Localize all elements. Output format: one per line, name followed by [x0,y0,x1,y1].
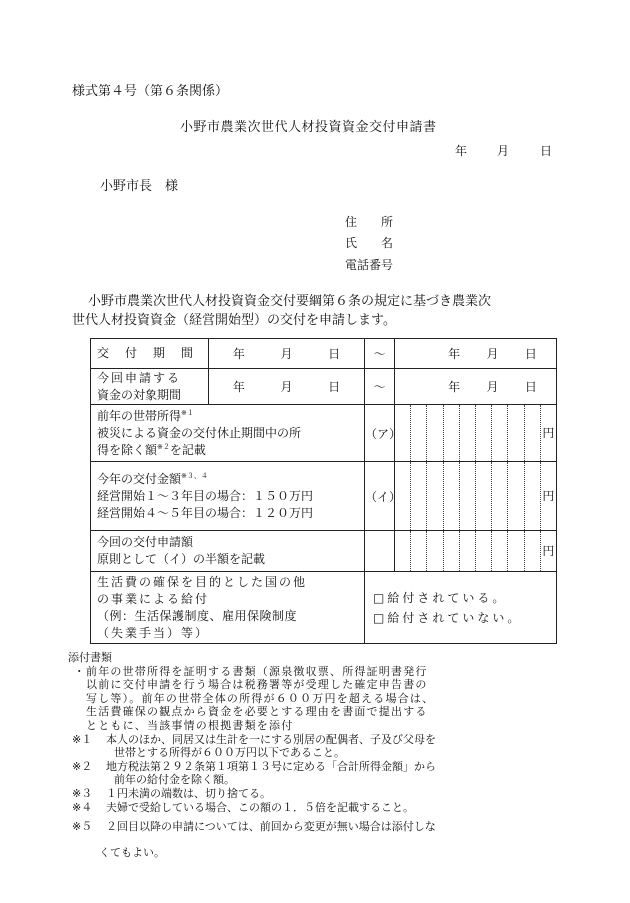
note-3-mark: ※３ [72,786,93,800]
month-label: 月 [486,380,499,394]
note-1-mark: ※１ [72,732,93,746]
current-amount-line-3: 経営開始４～５年目の場合：１２０万円 [97,505,314,520]
other-benefit-label [91,572,365,644]
form-number: 様式第４号（第６条関係） [72,84,229,99]
previous-income-line-2: 被災による資金の交付休止期間中の所 [97,425,302,440]
intro-text-line-1: 小野市農業次世代人材投資資金交付要綱第６条の規定に基づき農業次 [88,294,492,309]
previous-income-line-1: 前年の世帯所得 [97,408,182,423]
previous-income-row [91,405,557,462]
request-amount-line-2: 原則として（イ）の半額を記載 [97,552,266,566]
yen-unit: 円 [542,489,555,503]
notes-heading: 添付書類 [68,651,112,664]
range-tilde: ～ [365,339,395,369]
note-2 [72,760,572,787]
note-5-mark: ※５ [72,820,93,834]
day-label: 日 [328,380,341,394]
applicant-name-label: 氏 名 [345,236,394,250]
note-2-line-2: 前年の給付金を除く額。 [114,773,235,787]
date-year-label: 年 [455,144,468,158]
current-amount-row [91,462,557,531]
intro-text-line-2: 世代人材投資資金（経営開始型）の交付を申請します。 [72,313,396,328]
application-table [90,338,557,644]
note-ref-1: ※１ [181,408,194,417]
note-5 [72,820,572,859]
other-benefit-line-4: （失業手当）等） [97,625,210,640]
note-1-line-2: 世帯とする所得が６００万円以下であること。 [114,746,345,760]
current-amount-label [91,462,365,531]
note-bullet-line-1: 前年の世帯所得を証明する書類（源泉徴収票、所得証明書発行 [86,664,428,678]
day-label: 日 [524,380,537,394]
note-ref-3-4: ※３、４ [181,471,208,480]
previous-income-line-3-tail: を記載 [169,442,206,457]
note-bullet-line-3: 写し等）。前年の世帯全体の所得が６００万円を超える場合は、 [86,691,435,705]
previous-income-label [91,405,365,462]
date-day-label: 日 [540,144,553,158]
note-5-line-2: くてもよい。 [99,845,165,859]
month-label: 月 [280,347,293,361]
yen-unit: 円 [542,544,555,558]
target-period-row [91,369,557,405]
previous-income-line-3: 得を除く額 [97,442,158,457]
attachment-notes [68,651,572,859]
range-tilde: ～ [365,369,395,405]
yen-unit: 円 [542,426,555,440]
applicant-phone-label: 電話番号 [345,258,394,272]
other-benefit-row [91,572,557,644]
note-2-mark: ※２ [72,759,93,773]
document-title: 小野市農業次世代人材投資資金交付申請書 [180,120,437,135]
target-period-label-line-2: 資金の対象期間 [97,387,182,402]
note-4-mark: ※４ [72,800,93,814]
grant-period-row [91,339,557,369]
note-1 [72,733,572,760]
year-label: 年 [232,347,245,361]
current-amount-line-1: 今年の交付金額 [97,471,182,486]
other-benefit-line-2: の事業による給付 [97,591,210,606]
month-label: 月 [486,347,499,361]
request-amount-field[interactable] [395,531,557,572]
checkbox-benefit-received[interactable]: □給付されている。 [373,590,508,605]
grant-period-label: 交 付 期 間 [91,339,209,369]
bullet-mark: ・ [73,664,86,678]
note-4-line-1: 夫婦で受給している場合、この額の１．５倍を記載すること。 [106,800,414,814]
day-label: 日 [328,347,341,361]
mark-i: （イ） [365,462,395,531]
date-month-label: 月 [497,144,510,158]
note-ref-2: ※２ [157,442,170,451]
other-benefit-line-1: 生活費の確保を目的とした国の他 [97,574,308,589]
grant-period-end[interactable] [395,339,557,369]
request-amount-row [91,531,557,572]
current-amount-line-2: 経営開始１～３年目の場合：１５０万円 [97,488,314,503]
target-period-start[interactable] [209,369,365,405]
note-5-line-1: ２回目以降の申請については、前回から変更が無い場合は添付しな [106,820,436,834]
target-period-end[interactable] [395,369,557,405]
note-bullet [72,665,572,733]
request-amount-mark-cell [365,531,395,572]
addressee: 小野市長 様 [100,179,179,194]
benefit-checkboxes [365,572,557,644]
note-2-line-1: 地方税法第２９２条第１項第１３号に定める「合計所得金額」から [106,759,436,773]
note-bullet-line-2: 以前に交付申請を行う場合は税務署等が受理した確定申告書の [86,678,428,692]
note-4 [72,801,572,815]
note-1-line-1: 本人のほか、同居又は生計を一にする別居の配偶者、子及び父母を [106,732,436,746]
note-3-line-1: １円未満の端数は、切り捨てる。 [106,786,271,800]
previous-income-amount-field[interactable] [395,405,557,462]
note-bullet-line-5: とともに、当該事情の根拠書類を添付 [86,718,294,732]
year-label: 年 [448,380,461,394]
current-amount-field[interactable] [395,462,557,531]
day-label: 日 [524,347,537,361]
checkbox-benefit-not-received[interactable]: □給付されていない。 [373,610,523,625]
grant-period-start[interactable] [209,339,365,369]
target-period-label-line-1: 今回申請する [97,370,182,385]
year-label: 年 [232,380,245,394]
mark-a: （ア） [365,405,395,462]
month-label: 月 [280,380,293,394]
other-benefit-line-3: （例：生活保護制度、雇用保険制度 [97,608,298,623]
note-bullet-line-4: 生活費確保の観点から資金を必要とする理由を書面で提出する [86,705,428,719]
target-period-label [91,369,209,405]
year-label: 年 [448,347,461,361]
applicant-address-label: 住 所 [345,215,394,229]
request-amount-line-1: 今回の交付申請額 [97,535,194,549]
note-3 [72,787,572,801]
request-amount-label [91,531,365,572]
